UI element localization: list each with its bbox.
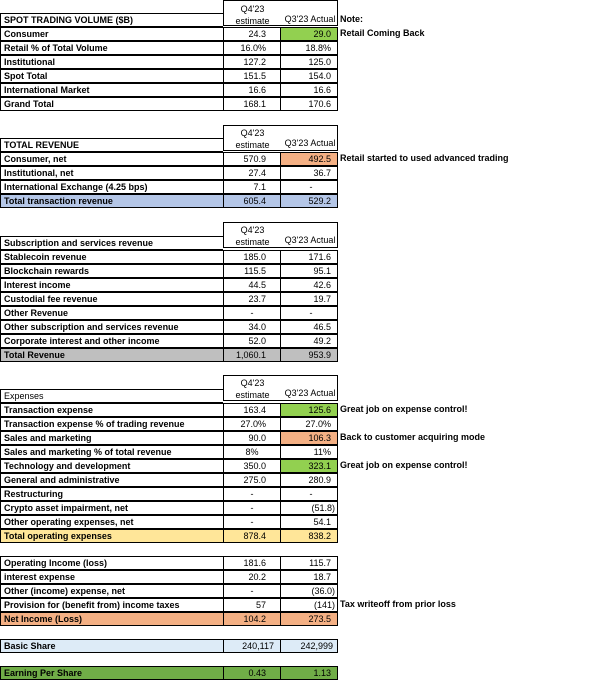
spot-column-header [223,0,338,26]
estimate-cell: 275.0 [223,473,280,487]
row-label: Retail % of Total Volume [0,41,223,55]
row-label: Earning Per Share [0,666,223,680]
actual-cell: (51.8) [280,501,338,515]
actual-cell: 18.8% [280,41,338,55]
actual-cell: 953.9 [280,348,338,362]
row-label: Net Income (Loss) [0,612,223,626]
actual-cell: 115.7 [280,556,338,570]
actual-cell: 125.6 [280,403,338,417]
estimate-cell: 57 [223,598,280,612]
actual-cell: 49.2 [280,334,338,348]
estimate-cell: 605.4 [223,194,280,208]
actual-cell: 242,999 [280,639,338,653]
q4-label: Q4'23 [240,378,265,388]
actual-cell: 27.0% [280,417,338,431]
estimate-cell: 23.7 [223,292,280,306]
estimate-cell: 104.2 [223,612,280,626]
actual-cell: 529.2 [280,194,338,208]
row-label: Other Revenue [0,306,223,320]
actual-cell: 280.9 [280,473,338,487]
actual-cell: 95.1 [280,264,338,278]
estimate-cell: 1,060.1 [223,348,280,362]
actual-label: Q3'23 Actual [284,14,336,24]
actual-cell: 18.7 [280,570,338,584]
subscription-title: Subscription and services revenue [0,236,223,250]
q4-label: Q4'23 [240,128,265,138]
row-label: Spot Total [0,69,223,83]
actual-cell: 11% [280,445,338,459]
note-header: Note: [340,14,363,24]
estimate-cell: 151.5 [223,69,280,83]
actual-cell: (36.0) [280,584,338,598]
estimate-cell: - [223,501,280,515]
row-label: International Exchange (4.25 bps) [0,180,223,194]
row-note: Tax writeoff from prior loss [340,599,456,609]
spot-title: SPOT TRADING VOLUME ($B) [0,13,223,27]
actual-cell: 171.6 [280,250,338,264]
actual-label: Q3'23 Actual [284,388,336,398]
row-label: Total operating expenses [0,529,223,543]
row-label: Interest income [0,278,223,292]
row-label: Blockchain rewards [0,264,223,278]
row-note: Retail Coming Back [340,28,425,38]
actual-cell: 492.5 [280,152,338,166]
estimate-cell: 181.6 [223,556,280,570]
actual-cell: 29.0 [280,27,338,41]
actual-cell: - [280,180,338,194]
estimate-cell: - [223,306,280,320]
revenue-column-header [223,125,338,151]
row-label: Total Revenue [0,348,223,362]
estimate-cell: 115.5 [223,264,280,278]
expenses-title: Expenses [0,389,223,403]
row-label: International Market [0,83,223,97]
estimate-cell: 16.6 [223,83,280,97]
estimate-label: estimate [235,237,270,247]
row-label: Transaction expense [0,403,223,417]
actual-cell: - [280,306,338,320]
row-label: Custodial fee revenue [0,292,223,306]
estimate-cell: 570.9 [223,152,280,166]
expenses-column-header [223,375,338,401]
actual-cell: 125.0 [280,55,338,69]
actual-cell: 36.7 [280,166,338,180]
actual-cell: 1.13 [280,666,338,680]
row-label: Consumer [0,27,223,41]
subscription-column-header [223,222,338,248]
row-label: Operating Income (loss) [0,556,223,570]
estimate-cell: - [223,487,280,501]
row-label: Other operating expenses, net [0,515,223,529]
estimate-cell: 168.1 [223,97,280,111]
estimate-cell: 27.0% [223,417,280,431]
estimate-cell: 52.0 [223,334,280,348]
actual-cell: 273.5 [280,612,338,626]
actual-cell: 46.5 [280,320,338,334]
q4-label: Q4'23 [240,225,265,235]
row-label: Provision for (benefit from) income taxes [0,598,223,612]
row-label: Crypto asset impairment, net [0,501,223,515]
row-note: Great job on expense control! [340,460,468,470]
estimate-cell: 878.4 [223,529,280,543]
actual-cell: 19.7 [280,292,338,306]
actual-cell: 42.6 [280,278,338,292]
estimate-label: estimate [235,140,270,150]
estimate-label: estimate [235,390,270,400]
actual-cell: 323.1 [280,459,338,473]
row-label: Stablecoin revenue [0,250,223,264]
actual-cell: 154.0 [280,69,338,83]
row-label: interest expense [0,570,223,584]
estimate-label: estimate [235,16,270,26]
row-label: Other (income) expense, net [0,584,223,598]
revenue-title: TOTAL REVENUE [0,138,223,152]
estimate-cell: 163.4 [223,403,280,417]
row-label: Restructuring [0,487,223,501]
row-label: Total transaction revenue [0,194,223,208]
estimate-cell: 185.0 [223,250,280,264]
actual-label: Q3'23 Actual [284,138,336,148]
row-label: Institutional [0,55,223,69]
estimate-cell: 240,117 [223,639,280,653]
q4-label: Q4'23 [240,4,265,14]
actual-cell: 54.1 [280,515,338,529]
actual-cell: - [280,487,338,501]
estimate-cell: 27.4 [223,166,280,180]
row-label: Technology and development [0,459,223,473]
row-label: General and administrative [0,473,223,487]
row-label: Grand Total [0,97,223,111]
estimate-cell: 44.5 [223,278,280,292]
estimate-cell: 20.2 [223,570,280,584]
row-label: Consumer, net [0,152,223,166]
actual-label: Q3'23 Actual [284,235,336,245]
row-label: Other subscription and services revenue [0,320,223,334]
row-label: Transaction expense % of trading revenue [0,417,223,431]
actual-cell: (141) [280,598,338,612]
actual-cell: 170.6 [280,97,338,111]
row-label: Basic Share [0,639,223,653]
actual-cell: 838.2 [280,529,338,543]
estimate-cell: - [223,515,280,529]
row-note: Back to customer acquiring mode [340,432,486,442]
estimate-cell: 350.0 [223,459,280,473]
row-label: Sales and marketing % of total revenue [0,445,223,459]
estimate-cell: - [223,584,280,598]
row-label: Institutional, net [0,166,223,180]
estimate-cell: 16.0% [223,41,280,55]
estimate-cell: 0.43 [223,666,280,680]
estimate-cell: 127.2 [223,55,280,69]
estimate-cell: 90.0 [223,431,280,445]
row-label: Sales and marketing [0,431,223,445]
actual-cell: 16.6 [280,83,338,97]
estimate-cell: 8% [223,445,280,459]
row-label: Corporate interest and other income [0,334,223,348]
row-note: Great job on expense control! [340,404,468,414]
row-note: Retail started to used advanced trading [340,153,509,163]
estimate-cell: 34.0 [223,320,280,334]
actual-cell: 106.3 [280,431,338,445]
estimate-cell: 24.3 [223,27,280,41]
estimate-cell: 7.1 [223,180,280,194]
